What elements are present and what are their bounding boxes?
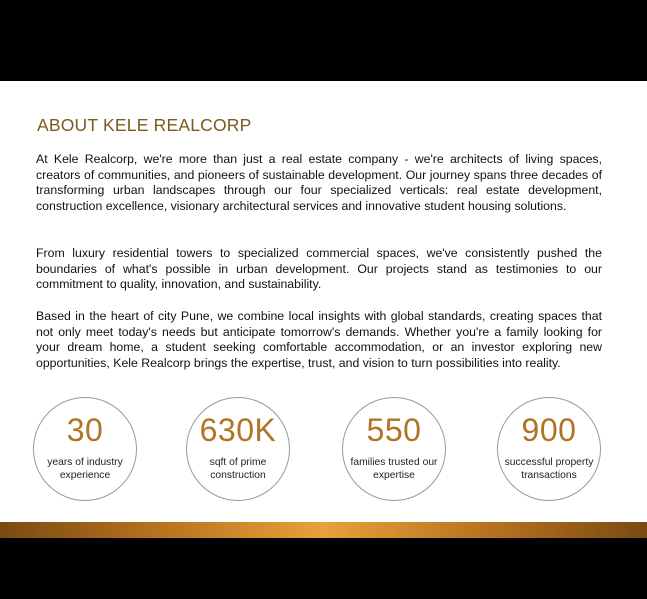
stat-label <box>345 457 443 482</box>
top-black-bar <box>0 0 647 81</box>
stat-property-transactions <box>497 397 601 501</box>
stat-value: 30 <box>66 412 104 448</box>
section-title: ABOUT KELE REALCORP <box>37 115 252 135</box>
stat-value: 630K <box>199 412 277 448</box>
stat-label-line: families trusted our <box>350 457 438 468</box>
stat-years-experience <box>33 397 137 501</box>
stat-label-line: experience <box>59 469 111 481</box>
stat-label <box>500 457 598 482</box>
bottom-black-bar <box>0 538 647 599</box>
stat-label-line: construction <box>210 469 266 481</box>
stat-label-line: expertise <box>373 469 415 481</box>
stat-value: 550 <box>366 412 422 448</box>
stat-value: 900 <box>521 412 577 448</box>
stat-families-trusted <box>342 397 446 501</box>
stat-label <box>189 457 287 482</box>
stat-label <box>36 457 134 482</box>
about-section <box>0 81 647 522</box>
about-paragraph-1: At Kele Realcorp, we're more than just a real estate company - we're architects of living spaces, creators of communities, and pioneers of sustainable development. Our journey spans three decades of transforming urban landscapes through our four specialized verticals: real estate development, construction excellence, visionary architectural services and innovative student housing solutions. <box>36 152 602 214</box>
about-paragraph-3: Based in the heart of city Pune, we combine local insights with global standards, creating spaces that not only meet today's needs but anticipate tomorrow's demands. Whether you're a family looking for your dream home, a student seeking comfortable accommodation, or an investor exploring new opportunities, Kele Realcorp brings the expertise, trust, and vision to turn possibilities into reality. <box>36 309 602 371</box>
gold-gradient-band <box>0 522 647 538</box>
stat-sqft-construction <box>186 397 290 501</box>
stat-label-line: sqft of prime <box>209 457 267 468</box>
stat-label-line: successful property <box>504 457 594 468</box>
stat-label-line: years of industry <box>47 457 123 468</box>
stat-label-line: transactions <box>521 469 577 481</box>
about-paragraph-2: From luxury residential towers to specialized commercial spaces, we've consistently pushed the boundaries of what's possible in urban development. Our projects stand as testimonies to our commitment to quality, innovation, and sustainability. <box>36 246 602 292</box>
